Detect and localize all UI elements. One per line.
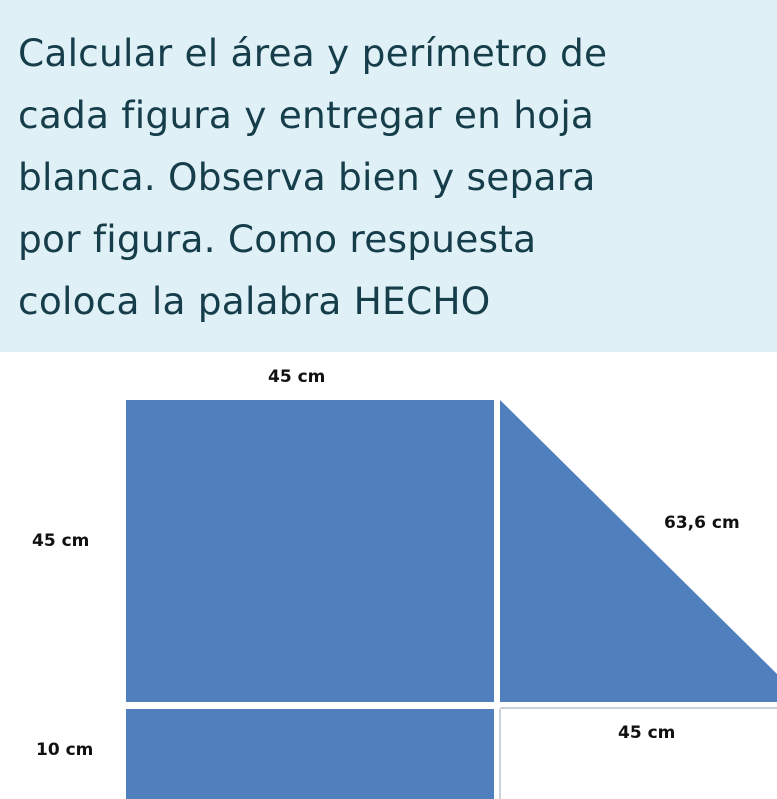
instruction-line-3: blanca. Observa bien y separa — [18, 155, 596, 199]
square-shape — [126, 400, 494, 702]
bottom-rectangle-shape — [126, 709, 494, 799]
triangle-shape — [500, 400, 777, 702]
instruction-line-1: Calcular el área y perímetro de — [18, 31, 608, 75]
geometry-figure — [0, 352, 777, 799]
vertical-divider — [494, 400, 500, 702]
label-left-height: 45 cm — [32, 531, 90, 551]
label-hypotenuse: 63,6 cm — [664, 513, 740, 533]
label-triangle-base: 45 cm — [618, 723, 676, 743]
instruction-panel — [0, 0, 750, 352]
instruction-text — [18, 22, 738, 332]
instruction-line-5: coloca la palabra HECHO — [18, 279, 491, 323]
label-top-width: 45 cm — [268, 367, 326, 387]
label-bottom-height: 10 cm — [36, 740, 94, 760]
instruction-line-4: por figura. Como respuesta — [18, 217, 537, 261]
instruction-line-2: cada figura y entregar en hoja — [18, 93, 595, 137]
geometry-diagram — [0, 352, 777, 799]
